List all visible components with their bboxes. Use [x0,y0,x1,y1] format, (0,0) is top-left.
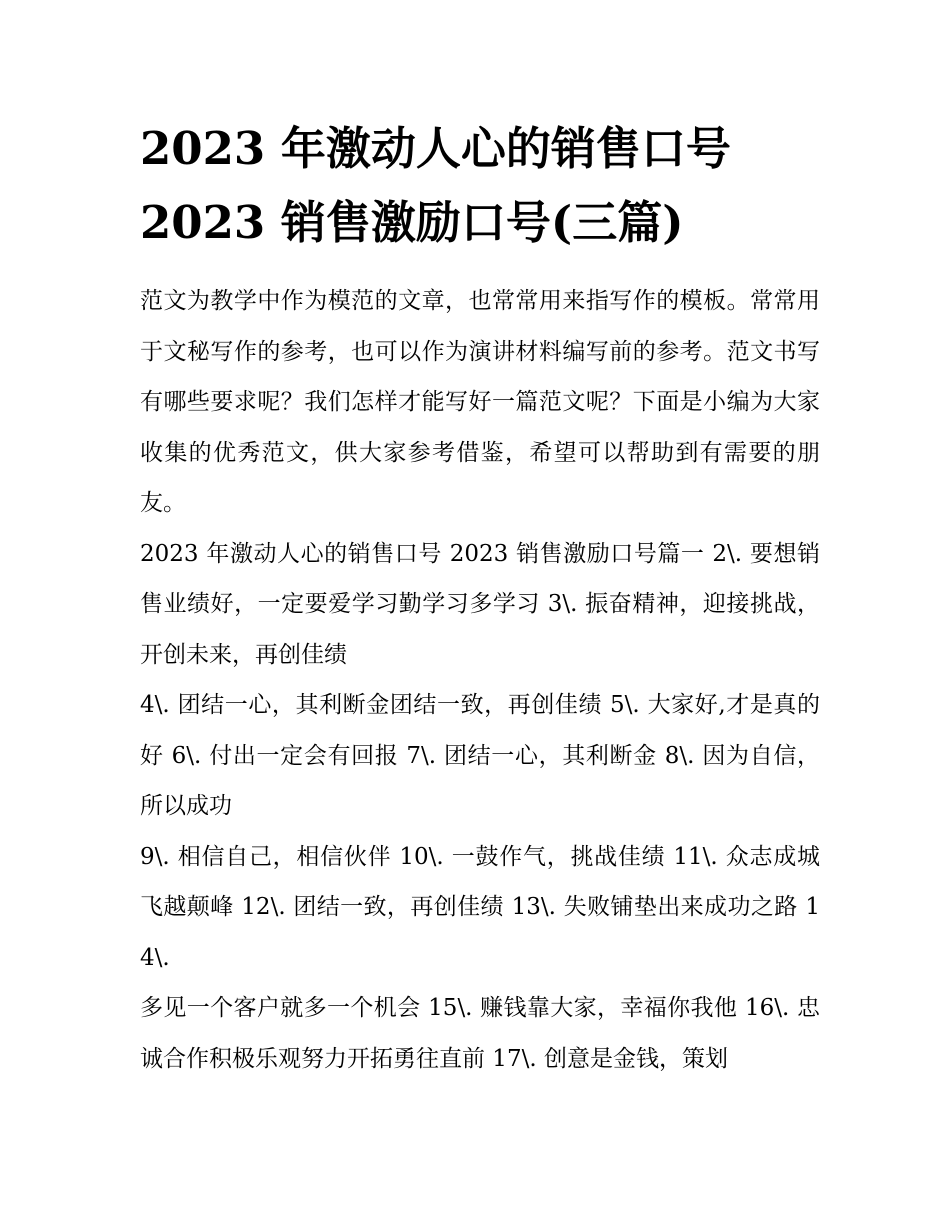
document-title-line-1: 2023 年激动人心的销售口号 [140,122,731,175]
paragraph-intro: 范文为教学中作为模范的文章，也常常用来指写作的模板。常常用于文秘写作的参考，也可以作为演讲材料编写前的参考。范文书写有哪些要求呢？我们怎样才能写好一篇范文呢？下面是小编为大家收集的优秀范文，供大家参考借鉴，希望可以帮助到有需要的朋友。 [140,288,820,516]
paragraph-slogans-2: 4\. 团结一心，其利断金团结一致，再创佳绩 5\. 大家好,才是真的好 6\. 付出一定会有回报 7\. 团结一心，其利断金 8\. 因为自信，所以成功 [140,692,820,819]
document-page [140,112,820,1084]
paragraph-slogans-1: 2023 年激动人心的销售口号 2023 销售激励口号篇一 2\. 要想销售业绩好，一定要爱学习勤学习多学习 3\. 振奋精神，迎接挑战，开创未来，再创佳绩 [140,540,820,668]
paragraph-slogans-4: 多见一个客户就多一个机会 15\. 赚钱靠大家，幸福你我他 16\. 忠诚合作积极乐观努力开拓勇往直前 17\. 创意是金钱，策划 [140,995,820,1072]
document-title-line-2: 2023 销售激励口号(三篇) [140,196,684,249]
document-body [140,276,820,1084]
paragraph-slogans-3: 9\. 相信自己，相信伙伴 10\. 一鼓作气，挑战佳绩 11\. 众志成城飞越颠峰 12\. 团结一致，再创佳绩 13\. 失败铺垫出来成功之路 14\. [140,843,820,971]
